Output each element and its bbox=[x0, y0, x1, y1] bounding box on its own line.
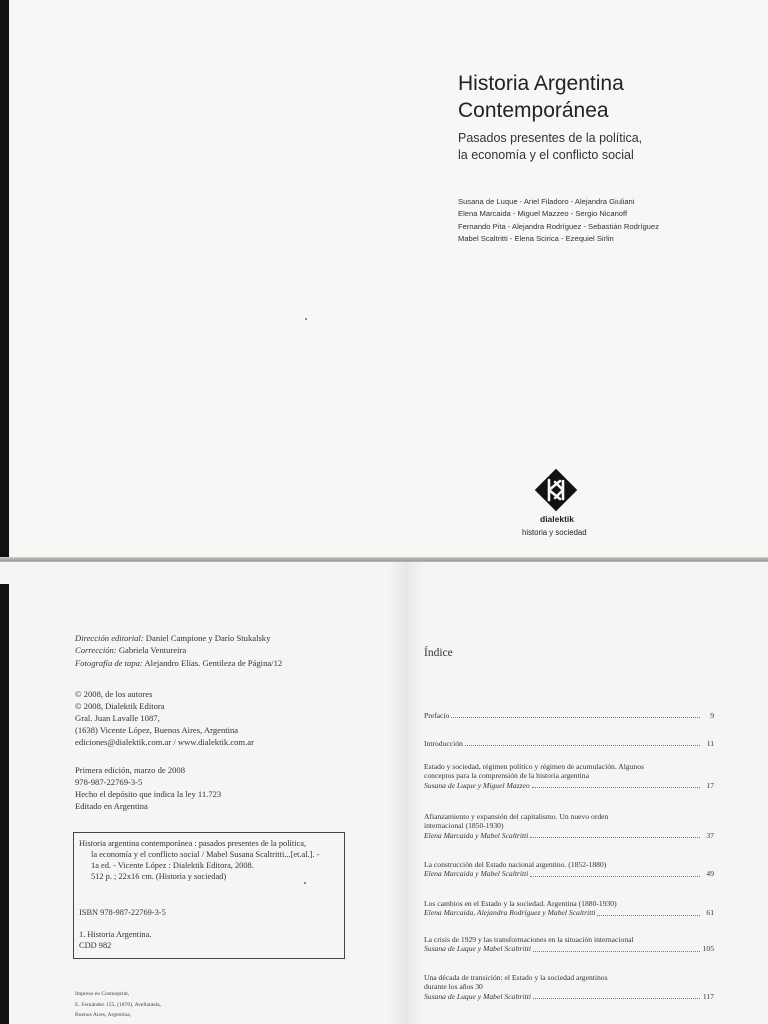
toc-entry-row bbox=[424, 739, 714, 748]
author-line: Mabel Scaltritti - Elena Scirica - Ezequiel Sirlin bbox=[458, 233, 614, 243]
author-line: Elena Marcaida - Miguel Mazzeo - Sergio Nicanoff bbox=[458, 209, 628, 219]
toc-entry-row bbox=[424, 711, 714, 720]
publisher-name: dialektik bbox=[540, 514, 575, 524]
toc-dot-leader bbox=[597, 915, 700, 916]
toc-entry bbox=[424, 935, 714, 954]
subtitle-line: la economía y el conflicto social bbox=[458, 148, 634, 162]
paper-speck bbox=[304, 882, 306, 884]
spine-shadow bbox=[388, 562, 424, 1024]
toc-entry-row bbox=[424, 831, 714, 840]
subtitle-line: Pasados presentes de la política, bbox=[458, 131, 643, 145]
copyright-and-index-spread bbox=[0, 562, 768, 1024]
catalog-isbn: ISBN 978-987-22769-3-5 bbox=[79, 908, 166, 917]
toc-entry-authors: Susana de Luque y Mabel Scaltritti bbox=[424, 991, 531, 1001]
toc-page-number: 9 bbox=[710, 711, 714, 720]
toc-entry-title: Prefacio bbox=[424, 711, 450, 720]
credit-label: Corrección: bbox=[75, 645, 117, 656]
toc-page-number: 17 bbox=[706, 780, 714, 790]
toc-page-number: 49 bbox=[706, 869, 714, 879]
toc-entry-title: Afianzamiento y expansión del capitalismo. Un nuevo orden bbox=[424, 812, 609, 821]
credit-line bbox=[75, 632, 282, 644]
copyright-notice bbox=[75, 688, 254, 748]
toc-entry bbox=[424, 860, 714, 879]
toc-entry-row bbox=[424, 869, 714, 878]
toc-entry-title: conceptos para la comprensión de la historia argentina bbox=[424, 771, 589, 781]
toc-entry-title: internacional (1850-1930) bbox=[424, 821, 504, 831]
toc-dot-leader bbox=[451, 717, 700, 718]
editorial-credits bbox=[75, 632, 282, 669]
toc-entry-title: Una década de transición: el Estado y la sociedad argentinos bbox=[424, 973, 608, 982]
toc-entry-row bbox=[424, 781, 714, 790]
catalog-description bbox=[79, 838, 319, 882]
toc-heading: Índice bbox=[424, 647, 453, 659]
toc-entry-authors: Susana de Luque y Mabel Scaltritti bbox=[424, 944, 531, 954]
toc-entry bbox=[424, 812, 714, 840]
printer-line: Impreso en Cosmoprint, bbox=[75, 991, 130, 997]
book-title bbox=[458, 70, 624, 124]
printer-line: Buenos Aires, Argentina, bbox=[75, 1012, 132, 1018]
credit-line bbox=[75, 657, 282, 669]
toc-entry bbox=[424, 711, 714, 720]
paper-speck bbox=[305, 318, 307, 320]
toc-entry bbox=[424, 762, 714, 790]
edition-line: Editado en Argentina bbox=[75, 801, 148, 811]
toc-page-number: 61 bbox=[706, 908, 714, 918]
credit-value: Daniel Campione y Darío Stukalsky bbox=[143, 633, 271, 643]
toc-entry-title: La construcción del Estado nacional argentino. (1852-1880) bbox=[424, 860, 607, 869]
toc-dot-leader bbox=[465, 745, 700, 746]
catalog-line: la economía y el conflicto social / Mabel Susana Scaltritti...[et.al.]. - bbox=[91, 850, 320, 859]
toc-page-number: 37 bbox=[706, 830, 714, 840]
printer-info bbox=[75, 989, 161, 1021]
author-list bbox=[458, 196, 659, 245]
subject-line: 1. Historia Argentina. bbox=[79, 930, 152, 939]
toc-entry-title: Los cambios en el Estado y la sociedad. Argentina (1880-1930) bbox=[424, 899, 617, 908]
catalog-line: Historia argentina contemporánea : pasados presentes de la política, bbox=[79, 839, 307, 848]
toc-dot-leader bbox=[533, 951, 700, 952]
toc-dot-leader bbox=[530, 876, 700, 877]
toc-entry-row bbox=[424, 992, 714, 1001]
credit-value: Gabriela Ventureira bbox=[116, 645, 187, 656]
edition-line: Primera edición, marzo de 2008 bbox=[75, 765, 186, 775]
toc-entry-authors: Susana de Luque y Miguel Mazzeo bbox=[424, 780, 530, 790]
publisher-tagline: historia y sociedad bbox=[522, 528, 587, 537]
toc-dot-leader bbox=[533, 998, 700, 999]
credit-value: Alejandro Elías. Gentileza de Página/12 bbox=[142, 657, 283, 668]
toc-page-number: 105 bbox=[702, 944, 714, 954]
title-line: Contemporánea bbox=[458, 99, 609, 122]
dialektik-logo-icon bbox=[534, 468, 578, 512]
author-line: Fernando Pita - Alejandra Rodríguez - Sebastián Rodríguez bbox=[458, 221, 659, 231]
toc-entry-authors: Elena Marcaida y Mabel Scaltritti bbox=[424, 869, 529, 879]
toc-entry-title: La crisis de 1929 y las transformaciones en la situación internacional bbox=[424, 935, 634, 944]
toc-dot-leader bbox=[530, 837, 700, 838]
toc-entry bbox=[424, 973, 714, 1001]
binding-edge bbox=[0, 584, 9, 1024]
book-subtitle bbox=[458, 130, 642, 164]
printer-line: E. Fernández 155, (1870), Avellaneda, bbox=[75, 1001, 161, 1008]
copyright-line: Gral. Juan Lavalle 1087, bbox=[75, 713, 160, 723]
binding-edge bbox=[0, 0, 9, 562]
toc-dot-leader bbox=[532, 787, 700, 788]
author-line: Susana de Luque - Ariel Filadoro - Alejandra Giuliani bbox=[458, 197, 635, 206]
edition-info bbox=[75, 764, 221, 812]
catalog-record-box bbox=[73, 832, 345, 959]
copyright-line: © 2008, de los autores bbox=[75, 689, 153, 699]
edition-line: Hecho el depósito que indica la ley 11.723 bbox=[75, 789, 222, 799]
credit-label: Dirección editorial: bbox=[75, 633, 144, 643]
credit-label: Fotografía de tapa: bbox=[75, 657, 143, 668]
edition-line: 978-987-22769-3-5 bbox=[75, 777, 143, 787]
copyright-line: © 2008, Dialektik Editora bbox=[75, 701, 165, 711]
toc-entry-title: durante los años 30 bbox=[424, 982, 483, 992]
copyright-line: ediciones@dialektik.com.ar / www.dialektik.com.ar bbox=[75, 737, 254, 747]
toc-entry-authors: Elena Marcaida y Mabel Scaltritti bbox=[424, 830, 529, 840]
toc-entry bbox=[424, 739, 714, 748]
credit-line bbox=[75, 644, 282, 656]
toc-entry-row bbox=[424, 944, 714, 953]
catalog-line: 512 p. ; 22x16 cm. (Historia y sociedad) bbox=[91, 872, 227, 881]
toc-entry-row bbox=[424, 908, 714, 917]
toc-entry bbox=[424, 899, 714, 918]
subject-line: CDD 982 bbox=[79, 941, 112, 950]
toc-entry-title: Estado y sociedad, régimen político y régimen de acumulación. Algunos bbox=[424, 762, 644, 771]
toc-page-number: 11 bbox=[706, 739, 714, 748]
catalog-subjects bbox=[79, 929, 151, 951]
toc-entry-title: Introducción bbox=[424, 739, 463, 748]
catalog-line: 1a ed. - Vicente López : Dialektik Editora, 2008. bbox=[91, 861, 254, 870]
toc-page-number: 117 bbox=[702, 991, 714, 1001]
title-line: Historia Argentina bbox=[458, 72, 624, 95]
toc-entry-authors: Elena Marcaida, Alejandra Rodríguez y Mabel Scaltritti bbox=[424, 908, 596, 918]
copyright-line: (1638) Vicente López, Buenos Aires, Argentina bbox=[75, 725, 239, 735]
